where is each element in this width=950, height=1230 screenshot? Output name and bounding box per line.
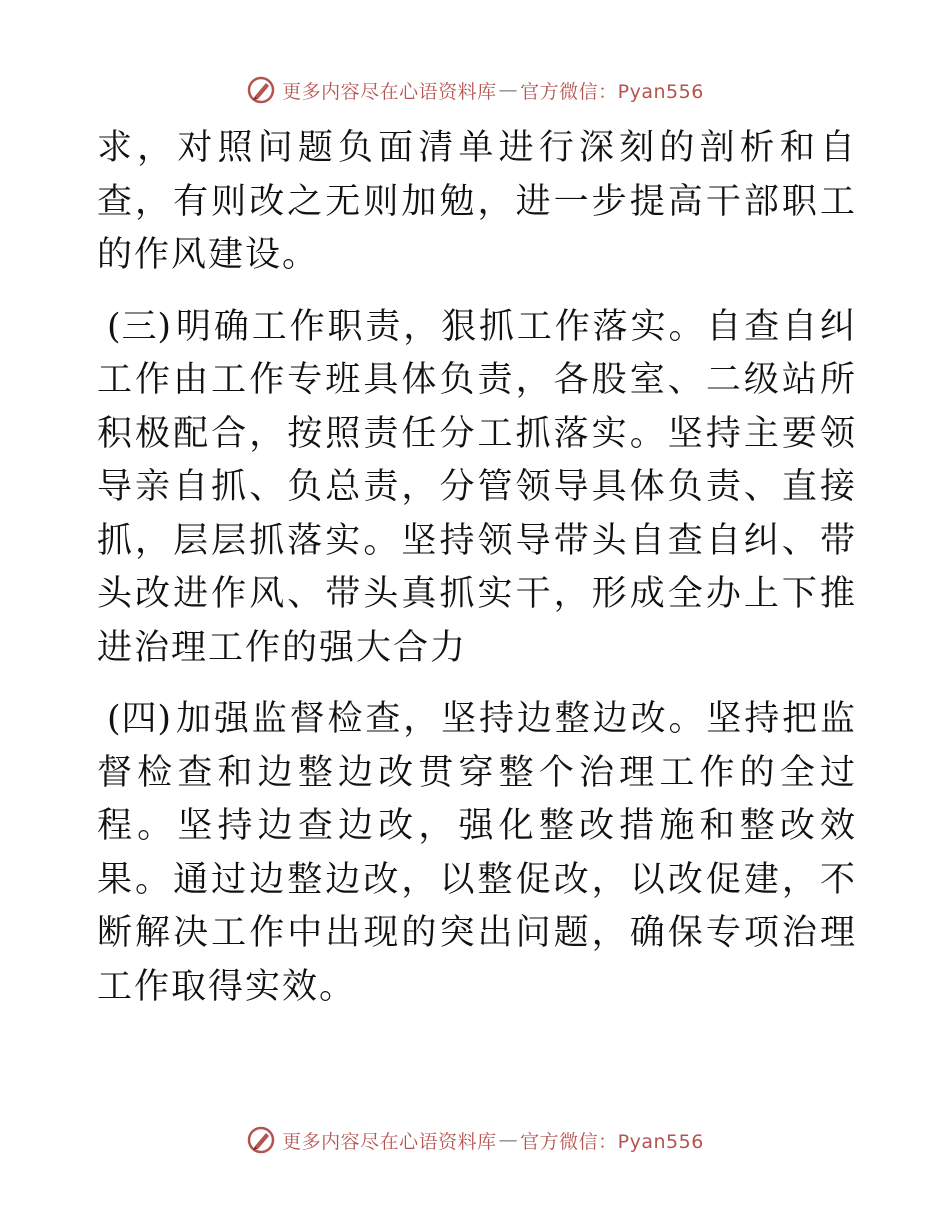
header-watermark bbox=[0, 70, 950, 110]
paragraph-section-3 bbox=[97, 301, 857, 676]
watermark-text: 更多内容尽在心语资料库 bbox=[282, 1130, 497, 1153]
paragraph-text: 加强监督检查，坚持边整边改。坚持把监督检查和边整边改贯穿整个治理工作的全过程。坚持边查边改，强化整改措施和整改效果。通过边整边改，以整促改，以改促建，不断解决工作中出现的突出问题，确保专项治理工作取得实效。 bbox=[97, 699, 857, 1007]
paragraph-continuation bbox=[97, 122, 857, 283]
pen-seal-icon bbox=[246, 1125, 276, 1155]
paragraph-text: 明确工作职责，狠抓工作落实。自查自纠工作由工作专班具体负责，各股室、二级站所积极配合，按照责任分工抓落实。坚持主要领导亲自抓、负总责，分管领导具体负责、直接抓，层层抓落实。坚持领导带头自查自纠、带头改进作风、带头真抓实干，形成全办上下推进治理工作的强大合力 bbox=[97, 306, 857, 668]
pen-seal-icon bbox=[246, 75, 276, 105]
section-label: (四) bbox=[107, 699, 172, 739]
document-body bbox=[97, 122, 857, 1032]
watermark-separator: — bbox=[498, 1129, 519, 1151]
footer-watermark bbox=[0, 1120, 950, 1160]
section-label: (三) bbox=[107, 306, 172, 347]
paragraph-text: 求，对照问题负面清单进行深刻的剖析和自查，有则改之无则加勉，进一步提高干部职工的作风建设。 bbox=[97, 128, 857, 275]
watermark-separator: — bbox=[498, 79, 519, 101]
paragraph-section-4 bbox=[97, 693, 857, 1014]
watermark-account: 官方微信：Pyan556 bbox=[520, 1130, 704, 1153]
watermark-text: 更多内容尽在心语资料库 bbox=[282, 80, 497, 103]
watermark-account: 官方微信：Pyan556 bbox=[520, 80, 704, 103]
